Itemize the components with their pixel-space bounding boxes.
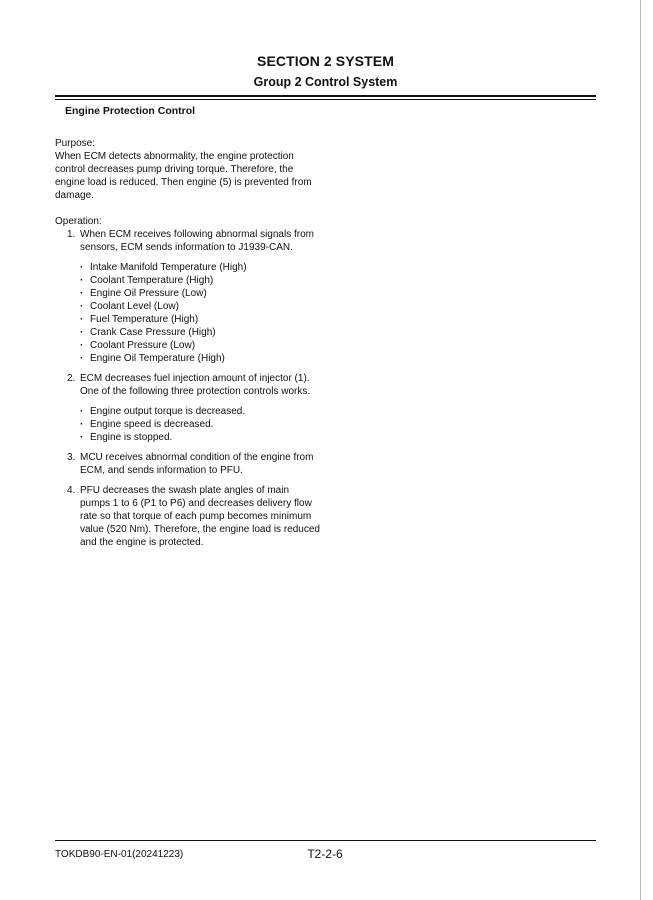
step-number: 1. bbox=[67, 229, 76, 240]
list-item: · Coolant Level (Low) bbox=[80, 300, 320, 313]
step-text: PFU decreases the swash plate angles of main pumps 1 to 6 (P1 to P6) and decreases delivery flow rate so that torque of each pump becomes minimum value (520 Nm). Therefore, the engine load is reduced and the engine is protected. bbox=[80, 485, 320, 548]
list-item: · Engine is stopped. bbox=[80, 431, 320, 444]
body-text bbox=[55, 137, 320, 549]
list-item: · Coolant Pressure (Low) bbox=[80, 339, 320, 352]
abnormal-signal-list bbox=[80, 261, 320, 365]
topic-heading: Engine Protection Control bbox=[65, 105, 196, 117]
purpose-label: Purpose: bbox=[55, 138, 96, 149]
step-text: When ECM receives following abnormal signals from sensors, ECM sends information to J1939-CAN. bbox=[80, 229, 314, 253]
group-title: Group 2 Control System bbox=[253, 75, 398, 89]
step-item bbox=[55, 451, 320, 477]
step-text: ECM decreases fuel injection amount of injector (1). One of the following three protection controls works. bbox=[80, 373, 311, 397]
step-number: 3. bbox=[67, 452, 76, 463]
list-item: · Coolant Temperature (High) bbox=[80, 274, 320, 287]
document-code: TOKDB90-EN-01(20241223) bbox=[55, 849, 184, 860]
header-rule-thin bbox=[55, 99, 596, 100]
list-item: · Engine Oil Temperature (High) bbox=[80, 352, 320, 365]
step-number: 4. bbox=[67, 485, 76, 496]
operation-steps bbox=[55, 228, 320, 549]
step-text: MCU receives abnormal condition of the engine from ECM, and sends information to PFU. bbox=[80, 452, 314, 476]
purpose-text: When ECM detects abnormality, the engine protection control decreases pump driving torque. Therefore, the engine load is reduced. Then engine (5) is prevented from damage. bbox=[55, 151, 312, 201]
list-item: · Crank Case Pressure (High) bbox=[80, 326, 320, 339]
page-border bbox=[640, 0, 641, 900]
step-item bbox=[55, 372, 320, 444]
footer-rule bbox=[55, 840, 596, 841]
list-item: · Fuel Temperature (High) bbox=[80, 313, 320, 326]
list-item: · Engine speed is decreased. bbox=[80, 418, 320, 431]
list-item: · Engine output torque is decreased. bbox=[80, 405, 320, 418]
protection-control-list bbox=[80, 405, 320, 444]
operation-label: Operation: bbox=[55, 216, 102, 227]
page-number: T2-2-6 bbox=[307, 847, 343, 861]
step-number: 2. bbox=[67, 373, 76, 384]
header-rule-thick bbox=[55, 95, 596, 97]
step-item bbox=[55, 484, 320, 549]
step-item bbox=[55, 228, 320, 365]
list-item: · Intake Manifold Temperature (High) bbox=[80, 261, 320, 274]
section-title: SECTION 2 SYSTEM bbox=[257, 53, 394, 69]
list-item: · Engine Oil Pressure (Low) bbox=[80, 287, 320, 300]
